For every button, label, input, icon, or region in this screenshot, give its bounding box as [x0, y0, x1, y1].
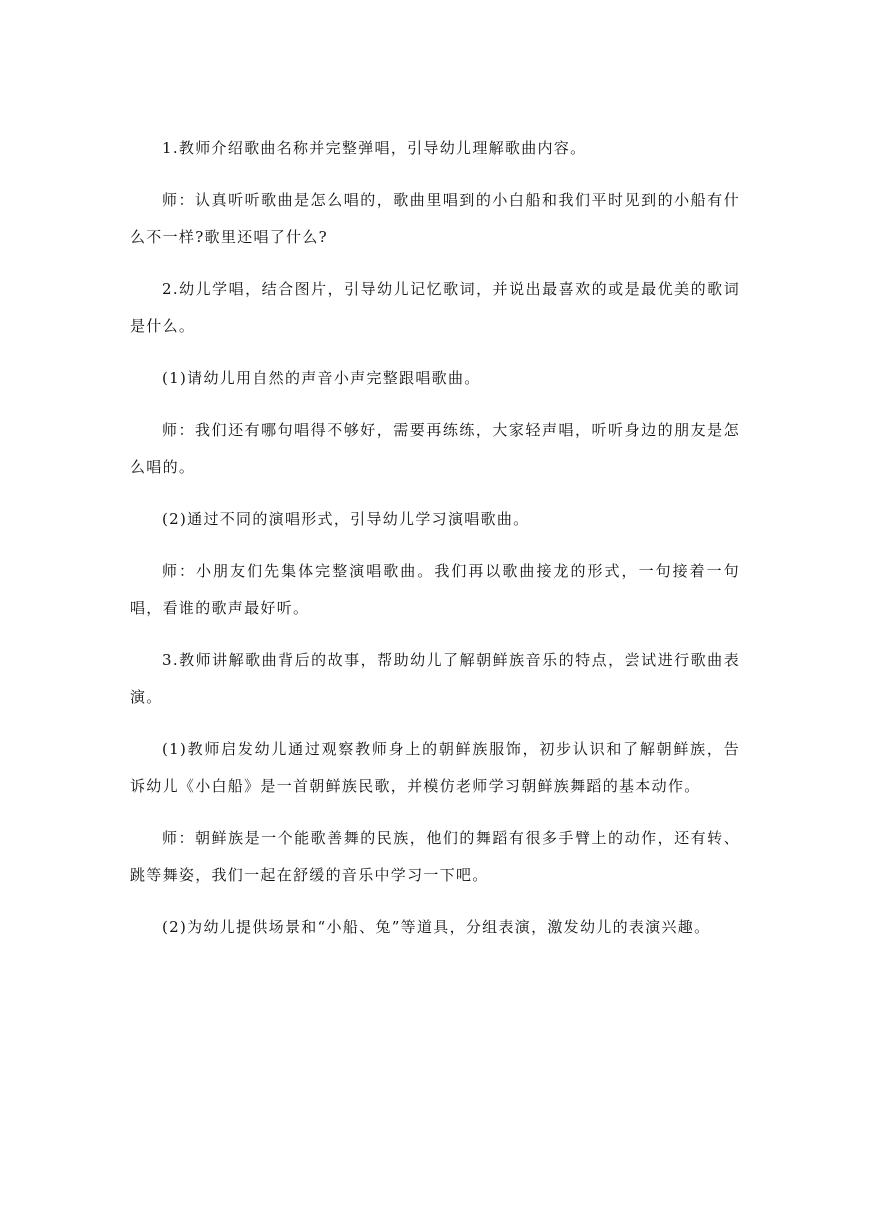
paragraph-teacher-prompt-4: 师：朝鲜族是一个能歌善舞的民族，他们的舞蹈有很多手臂上的动作，还有转、跳等舞姿，我们一起在舒缓的音乐中学习一下吧。	[130, 829, 740, 884]
paragraph-teacher-prompt-3: 师：小朋友们先集体完整演唱歌曲。我们再以歌曲接龙的形式，一句接着一句唱，看谁的歌声最好听。	[130, 562, 740, 617]
document-body	[130, 130, 740, 961]
paragraph-step-2-2: (2)通过不同的演唱形式，引导幼儿学习演唱歌曲。	[162, 510, 530, 528]
paragraph-teacher-prompt-1: 师：认真听听歌曲是怎么唱的，歌曲里唱到的小白船和我们平时见到的小船有什么不一样?歌里还唱了什么?	[130, 191, 740, 246]
paragraph-step-3-1: (1)教师启发幼儿通过观察教师身上的朝鲜族服饰，初步认识和了解朝鲜族，告诉幼儿《小白船》是一首朝鲜族民歌，并模仿老师学习朝鲜族舞蹈的基本动作。	[130, 740, 740, 795]
paragraph-step-1: 1.教师介绍歌曲名称并完整弹唱，引导幼儿理解歌曲内容。	[162, 139, 587, 157]
paragraph-teacher-prompt-2: 师：我们还有哪句唱得不够好，需要再练练，大家轻声唱，听听身边的朋友是怎么唱的。	[130, 421, 740, 476]
paragraph-step-2: 2.幼儿学唱，结合图片，引导幼儿记忆歌词，并说出最喜欢的或是最优美的歌词是什么。	[130, 280, 740, 335]
paragraph-step-3-2: (2)为幼儿提供场景和“小船、兔”等道具，分组表演，激发幼儿的表演兴趣。	[162, 918, 711, 936]
paragraph-step-2-1: (1)请幼儿用自然的声音小声完整跟唱歌曲。	[162, 369, 481, 387]
paragraph-step-3: 3.教师讲解歌曲背后的故事，帮助幼儿了解朝鲜族音乐的特点，尝试进行歌曲表演。	[130, 651, 740, 706]
